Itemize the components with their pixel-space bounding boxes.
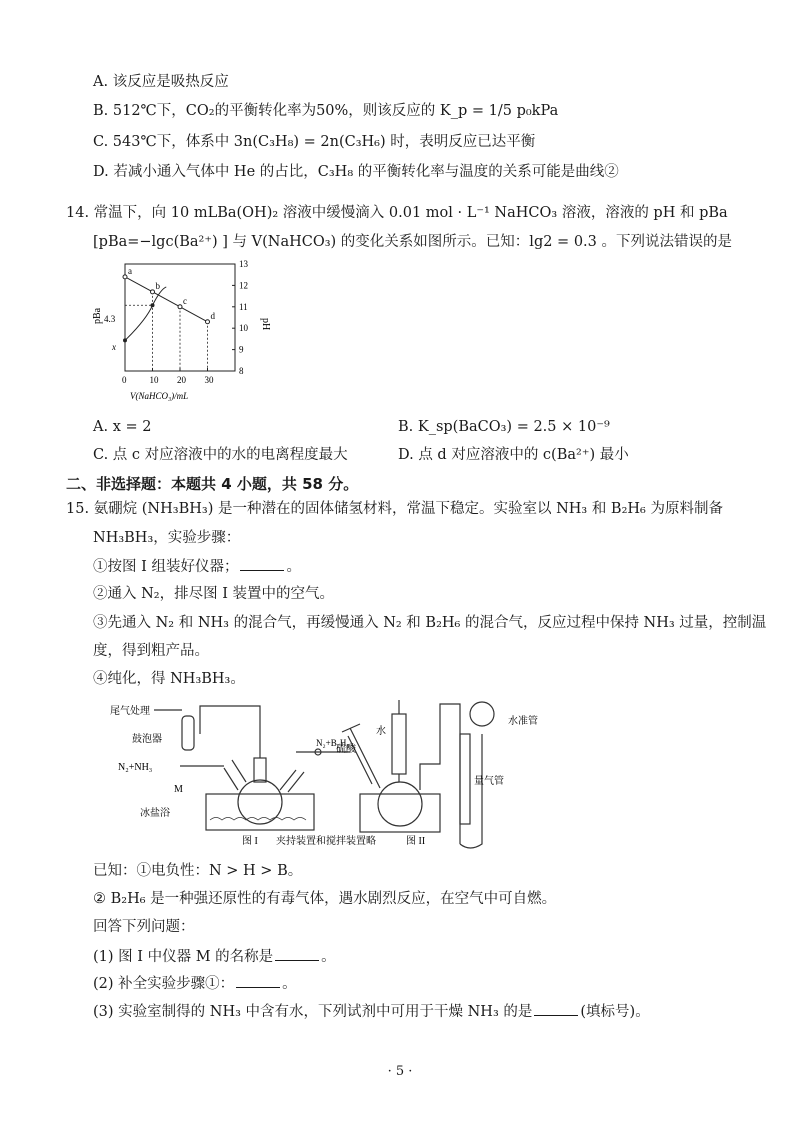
q15-step-3b: 度，得到粗产品。 xyxy=(93,643,209,659)
subq-2-text: (2) 补全实验步骤①： xyxy=(93,976,235,992)
subq-1-end: 。 xyxy=(321,949,336,965)
x-tick-label: 10 xyxy=(149,375,159,385)
label-leveling-tube: 水准管 xyxy=(508,716,538,727)
bubbler xyxy=(182,716,194,750)
known-2: ② B₂H₆ 是一种强还原性的有毒气体，遇水剧烈反应，在空气中可自燃。 xyxy=(93,891,557,907)
ph-curve xyxy=(125,277,208,322)
label-tail-gas: 尾气处理 xyxy=(110,706,150,717)
ph-point xyxy=(178,305,182,309)
point-label: b xyxy=(155,280,160,291)
q14-option-c: C. 点 c 对应溶液中的水的电离程度最大 xyxy=(93,447,348,463)
q15-step-4: ④纯化，得 NH₃BH₃。 xyxy=(93,671,245,687)
x-tick-label: 0 xyxy=(122,375,127,385)
right-tick-label: 9 xyxy=(239,344,244,355)
q15-stem-line2: NH₃BH₃，实验步骤： xyxy=(93,530,241,546)
label-water: 水 xyxy=(376,726,386,737)
answer-blank-1[interactable] xyxy=(275,946,319,961)
right-tick-label: 11 xyxy=(239,301,248,312)
point-label: d xyxy=(210,310,215,321)
page-number: · 5 · xyxy=(387,1064,413,1079)
section-heading: 二、非选择题：本题共 4 小题，共 58 分。 xyxy=(66,475,359,493)
q14-stem-line1: 14. 常温下，向 10 mLBa(OH)₂ 溶液中缓慢滴入 0.01 mol · L⁻¹ NaHCO₃ 溶液，溶液的 pH 和 pBa xyxy=(66,205,728,221)
syringe xyxy=(342,724,380,788)
gas-burette xyxy=(460,734,470,824)
point-label: a xyxy=(128,265,132,276)
q13-option-d: D. 若减小通入气体中 He 的占比，C₃H₈ 的平衡转化率与温度的关系可能是曲线② xyxy=(93,164,619,180)
x-tick-label: 30 xyxy=(204,375,214,385)
label-feed-right: N₂+B₂H₆ xyxy=(316,738,350,748)
flask-m xyxy=(238,780,282,824)
ph-point xyxy=(206,320,210,324)
subq-2-end: 。 xyxy=(282,976,297,992)
subq-3-end: (填标号)。 xyxy=(580,1004,650,1020)
subq-3-text: (3) 实验室制得的 NH₃ 中含有水，下列试剂中可用于干燥 NH₃ 的是 xyxy=(93,1004,533,1020)
gas-tube xyxy=(200,706,260,758)
q13-option-a: A. 该反应是吸热反应 xyxy=(93,74,229,90)
q13-option-b: B. 512℃下，CO₂的平衡转化率为50%，则该反应的 K_p = 1/5 p₀kPa xyxy=(93,103,559,119)
label-fig2: 图 II xyxy=(406,836,426,847)
label-gas-burette: 量气管 xyxy=(474,776,504,787)
ph-point xyxy=(151,290,155,294)
ph-point xyxy=(123,275,127,279)
subq-2 xyxy=(93,973,297,994)
q15-step-3a: ③先通入 N₂ 和 NH₃ 的混合气，再缓慢通入 N₂ 和 B₂H₆ 的混合气，反应过程中保持 NH₃ 过量，控制温 xyxy=(93,615,767,631)
known-1: 已知：①电负性：N > H > B。 xyxy=(93,863,303,879)
label-feed-left: N₂+NH₃ xyxy=(118,762,153,773)
apparatus-figure xyxy=(110,694,550,850)
pba-point-x xyxy=(123,338,127,342)
x-tick-label: 20 xyxy=(177,375,186,385)
q15-step-1 xyxy=(93,556,301,577)
subq-1 xyxy=(93,946,336,967)
flask-2 xyxy=(378,782,422,826)
q14-option-d: D. 点 d 对应溶液中的 c(Ba²⁺) 最小 xyxy=(398,447,629,463)
leveling-tube xyxy=(460,734,482,848)
ice-texture xyxy=(210,818,306,821)
subq-1-text: (1) 图 I 中仪器 M 的名称是 xyxy=(93,949,274,965)
right-tick-label: 8 xyxy=(239,366,244,376)
y-axis-label-left: pBa xyxy=(92,307,103,324)
subq-3 xyxy=(93,1001,650,1022)
q14-stem-line2: [pBa=−lgc(Ba²⁺) ] 与 V(NaHCO₃) 的变化关系如图所示。已知：lg2 = 0.3 。下列说法错误的是 xyxy=(93,234,732,250)
q14-option-b: B. K_sp(BaCO₃) = 2.5 × 10⁻⁹ xyxy=(398,419,610,435)
label-ice-bath: 冰盐浴 xyxy=(140,808,170,819)
q15-stem-line1: 15. 氨硼烷 (NH₃BH₃) 是一种潜在的固体储氢材料，常温下稳定。实验室以 NH₃ 和 B₂H₆ 为原料制备 xyxy=(66,501,723,517)
questions-intro: 回答下列问题： xyxy=(93,919,195,935)
q13-option-c: C. 543℃下，体系中 3n(C₃H₈) = 2n(C₃H₆) 时，表明反应已达平衡 xyxy=(93,134,536,150)
q15-step-1-text: ①按图 I 组装好仪器； xyxy=(93,559,239,575)
label-note: 夹持装置和搅拌装置略 xyxy=(276,836,376,847)
pba-point-b xyxy=(151,303,155,307)
left-mark-43: 4.3 xyxy=(104,314,116,324)
x-axis-label: V(NaHCO₃)/mL xyxy=(130,391,189,401)
pba-curve xyxy=(125,287,166,341)
answer-blank-2[interactable] xyxy=(236,973,280,988)
leveling-bulb xyxy=(470,702,494,726)
q15-step-1-end: 。 xyxy=(286,559,301,575)
label-acid: 硫酸 xyxy=(336,744,356,755)
label-fig1: 图 I xyxy=(242,836,258,847)
q14-chart xyxy=(90,256,280,406)
q14-option-a: A. x = 2 xyxy=(93,419,152,435)
right-tick-label: 13 xyxy=(239,259,248,269)
right-tick-label: 10 xyxy=(239,323,248,334)
y-axis-label-right: pH xyxy=(260,318,271,331)
label-bubbler: 鼓泡器 xyxy=(132,734,162,745)
q15-step-2: ②通入 N₂，排尽图 I 装置中的空气。 xyxy=(93,586,335,602)
dropping-funnel xyxy=(392,714,406,774)
answer-blank-step1[interactable] xyxy=(240,556,284,571)
answer-blank-3[interactable] xyxy=(534,1001,578,1016)
point-label: c xyxy=(183,295,187,306)
right-tick-label: 12 xyxy=(239,280,248,291)
label-m: M xyxy=(174,784,183,795)
left-mark-x: x xyxy=(112,342,116,352)
